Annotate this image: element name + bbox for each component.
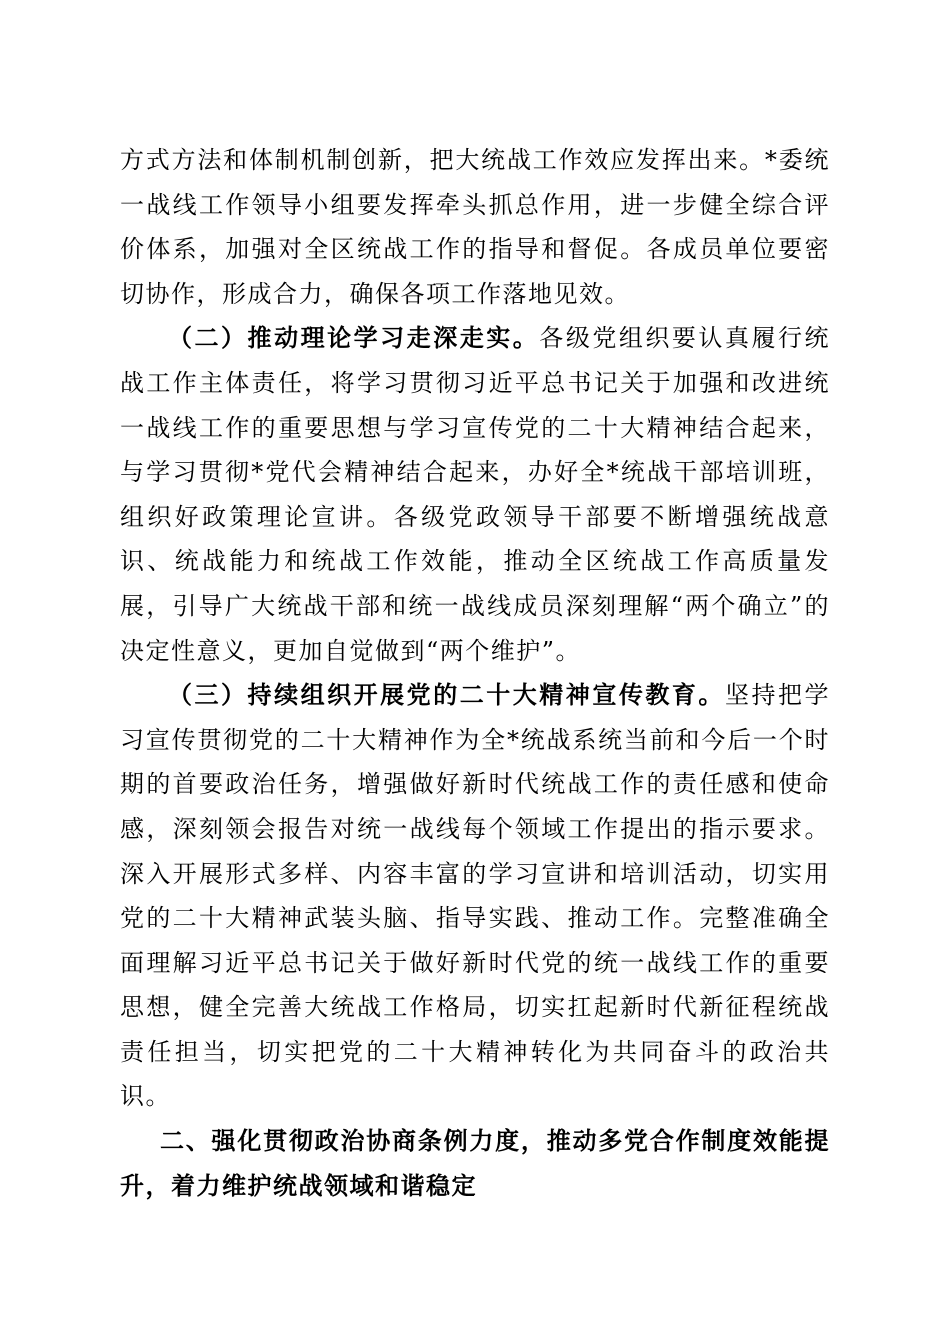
paragraph-section-3 — [120, 673, 830, 1119]
paragraph-continuation: 方式方法和体制机制创新，把大统战工作效应发挥出来。*委统一战线工作领导小组要发挥牵头抓总作用，进一步健全综合评价体系，加强对全区统战工作的指导和督促。各成员单位要密切协作，形成合力，确保各项工作落地见效。 — [120, 146, 830, 308]
section-2-lead: （二）推动理论学习走深走实。 — [168, 323, 540, 353]
section-3-lead: （三）持续组织开展党的二十大精神宣传教育。 — [168, 680, 725, 710]
document-page — [120, 138, 830, 1208]
section-3-body: 坚持把学习宣传贯彻党的二十大精神作为全*统战系统当前和今后一个时期的首要政治任务，增强做好新时代统战工作的责任感和使命感，深刻领会报告对统一战线每个领域工作提出的指示要求。深入开展形式多样、内容丰富的学习宣讲和培训活动，切实用党的二十大精神武装头脑、指导实践、推动工作。完整准确全面理解习近平总书记关于做好新时代党的统一战线工作的重要思想，健全完善大统战工作格局，切实扛起新时代新征程统战责任担当，切实把党的二十大精神转化为共同奋斗的政治共识。 — [120, 681, 830, 1111]
paragraph-section-2 — [120, 316, 830, 673]
section-heading-2: 二、强化贯彻政治协商条例力度，推动多党合作制度效能提升，着力维护统战领域和谐稳定 — [120, 1127, 830, 1200]
section-2-body: 各级党组织要认真履行统战工作主体责任，将学习贯彻习近平总书记关于加强和改进统一战线工作的重要思想与学习宣传党的二十大精神结合起来，与学习贯彻*党代会精神结合起来，办好全*统战干部培训班，组织好政策理论宣讲。各级党政领导干部要不断增强统战意识、统战能力和统战工作效能，推动全区统战工作高质量发展，引导广大统战干部和统一战线成员深刻理解“两个确立”的决定性意义，更加自觉做到“两个维护”。 — [120, 324, 831, 665]
